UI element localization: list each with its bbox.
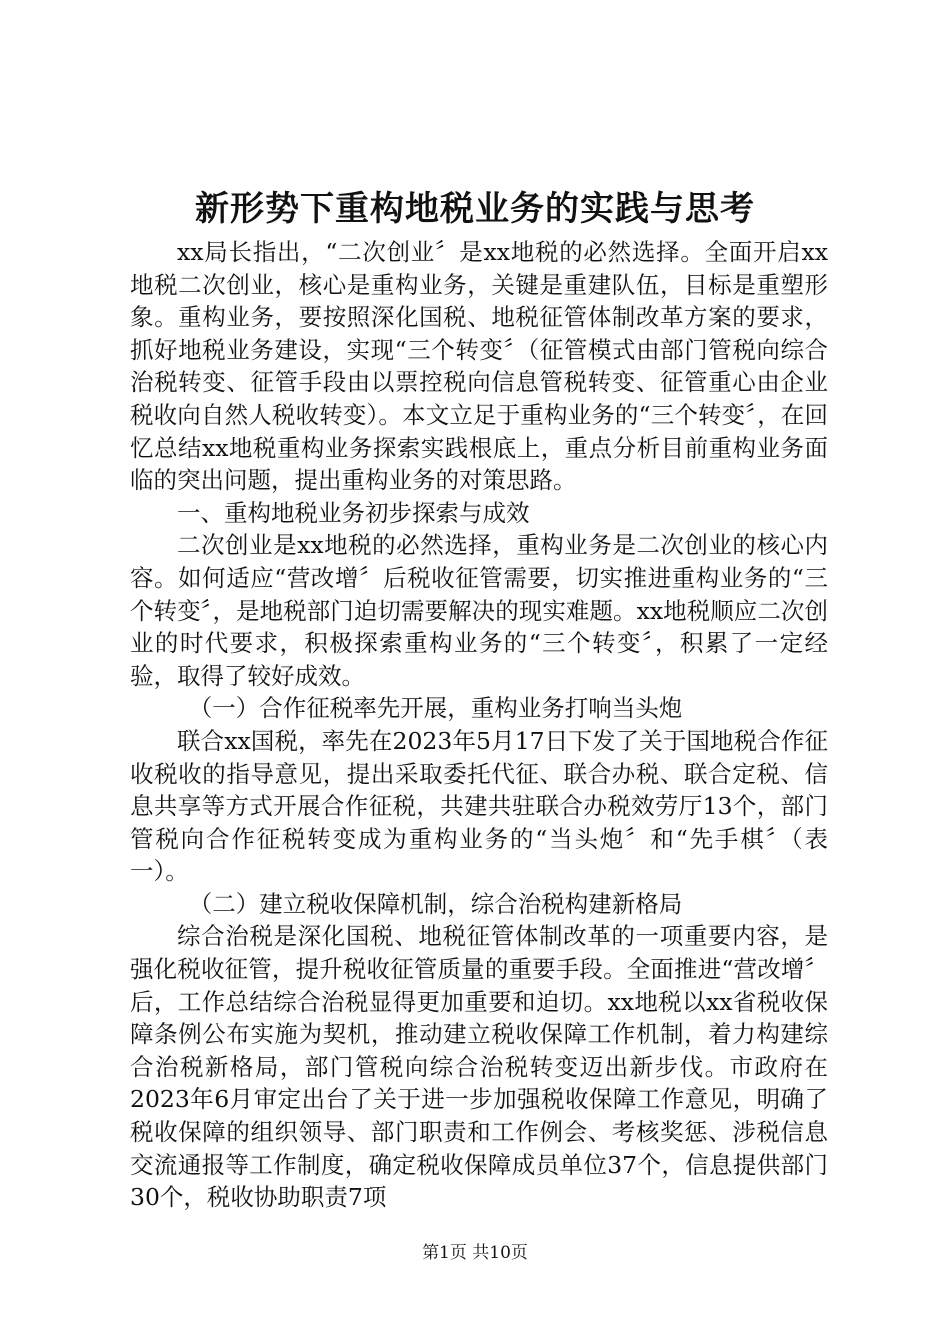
section-heading-1: 一、重构地税业务初步探索与成效 xyxy=(177,498,530,527)
subsection-heading-2: （二）建立税收保障机制，综合治税构建新格局 xyxy=(188,889,683,918)
paragraph-intro: xx局长指出，“二次创业〞是xx地税的必然选择。全面开启xx地税二次创业，核心是重构业务，关键是重建队伍，目标是重塑形象。重构业务，要按照深化国税、地税征管体制改革方案的要求，抓好地税业务建设，实现“三个转变〞（征管模式由部门管税向综合治税转变、征管手段由以票控税向信息管税转变、征管重心由企业税收向自然人税收转变）。本文立足于重构业务的“三个转变〞，在回忆总结xx地税重构业务探索实践根底上，重点分析目前重构业务面临的突出问题，提出重构业务的对策思路。 xyxy=(130,238,828,495)
subsection-heading-1: （一）合作征税率先开展，重构业务打响当头炮 xyxy=(188,694,683,723)
paragraph-section-1: 二次创业是xx地税的必然选择，重构业务是二次创业的核心内容。如何适应“营改增〞后税收征管需要，切实推进重构业务的“三个转变〞，是地税部门迫切需要解决的现实难题。xx地税顺应二次创业的时代要求，积极探索重构业务的“三个转变〞，积累了一定经验，取得了较好成效。 xyxy=(130,531,828,690)
document-body xyxy=(130,236,828,1214)
paragraph-subsection-2: 综合治税是深化国税、地税征管体制改革的一项重要内容，是强化税收征管，提升税收征管质量的重要手段。全面推进“营改增〞后，工作总结综合治税显得更加重要和迫切。xx地税以xx省税收保障条例公布实施为契机，推动建立税收保障工作机制，着力构建综合治税新格局，部门管税向综合治税转变迈出新步伐。市政府在2023年6月审定出台了关于进一步加强税收保障工作意见，明确了税收保障的组织领导、部门职责和工作例会、考核奖惩、涉税信息交流通报等工作制度，确定税收保障成员单位37个，信息提供部门30个，税收协助职责7项 xyxy=(130,922,828,1212)
page-footer: 第1页 共10页 xyxy=(422,1243,528,1263)
document-title: 新形势下重构地税业务的实践与思考 xyxy=(195,189,755,229)
paragraph-subsection-1: 联合xx国税，率先在2023年5月17日下发了关于国地税合作征收税收的指导意见，提出采取委托代征、联合办税、联合定税、信息共享等方式开展合作征税，共建共驻联合办税效劳厅13个，部门管税向合作征税转变成为重构业务的“当头炮〞和“先手棋〞（表一）。 xyxy=(130,726,828,886)
